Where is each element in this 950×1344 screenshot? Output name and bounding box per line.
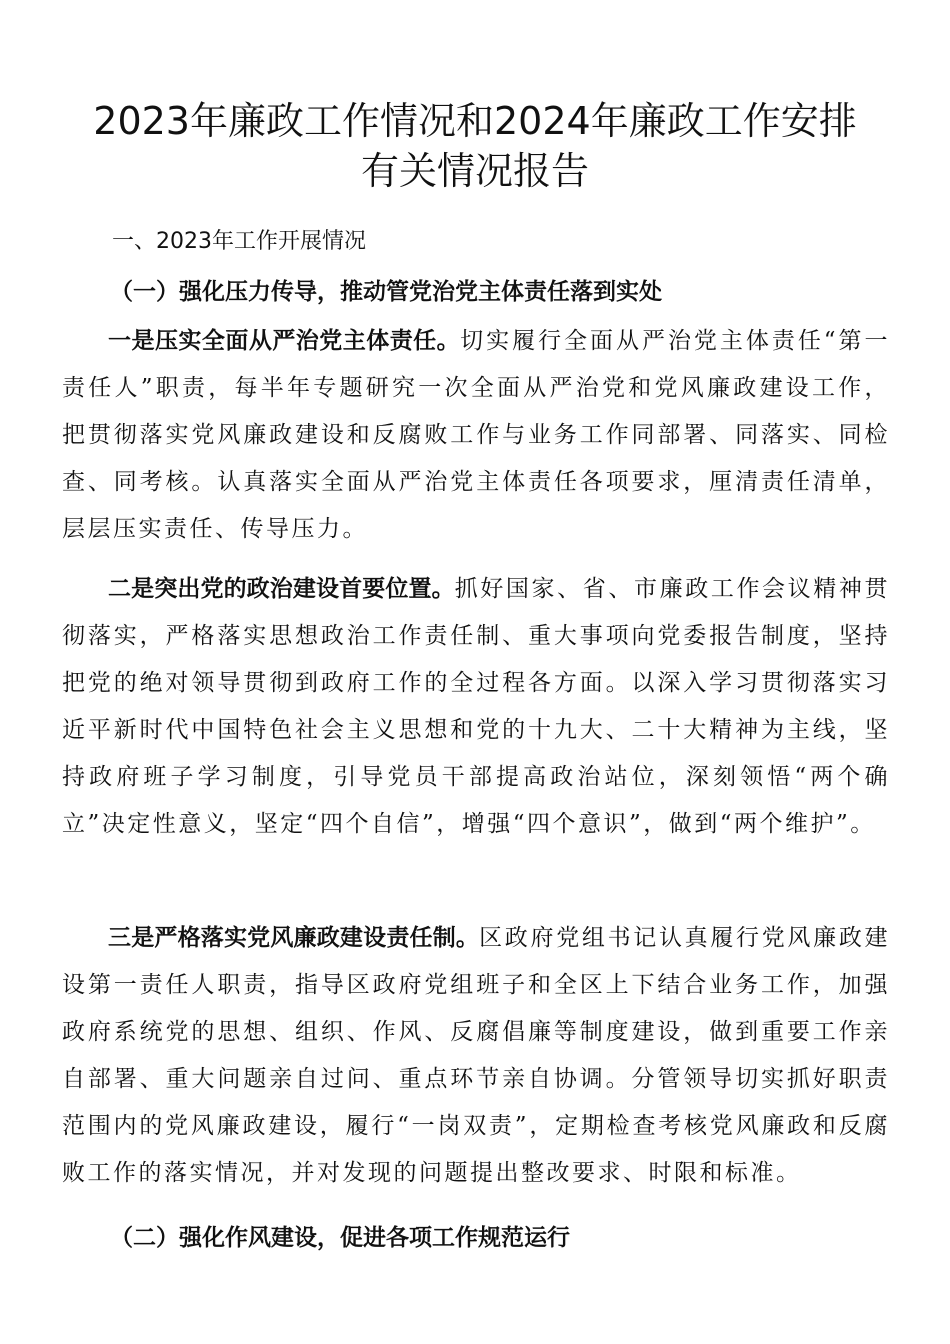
paragraph-3	[62, 915, 890, 1197]
document-title-line-1: 2023年廉政工作情况和2024年廉政工作安排	[93, 99, 857, 143]
paragraph-2-lead: 二是突出党的政治建设首要位置。	[108, 576, 455, 602]
paragraph-3-body: 区政府党组书记认真履行党风廉政建设第一责任人职责，指导区政府党组班子和全区上下结合业务工作，加强政府系统党的思想、组织、作风、反腐倡廉等制度建设，做到重要工作亲自部署、重大问题亲自过问、重点环节亲自协调。分管领导切实抓好职责范围内的党风廉政建设，履行“一岗双责”，定期检查考核党风廉政和反腐败工作的落实情况，并对发现的问题提出整改要求、时限和标准。	[62, 925, 891, 1186]
section-heading-1: 一、2023年工作开展情况	[112, 229, 366, 254]
paragraph-3-lead: 三是严格落实党风廉政建设责任制。	[108, 925, 480, 951]
document-title-line-2: 有关情况报告	[360, 149, 589, 193]
paragraph-2	[62, 566, 890, 848]
subsection-heading-2: （二）强化作风建设，促进各项工作规范运行	[110, 1225, 570, 1251]
paragraph-1	[62, 318, 890, 553]
paragraph-1-lead: 一是压实全面从严治党主体责任。	[108, 328, 461, 354]
subsection-heading-1: （一）强化压力传导，推动管党治党主体责任落到实处	[110, 279, 662, 305]
paragraph-1-body: 切实履行全面从严治党主体责任“第一责任人”职责，每半年专题研究一次全面从严治党和党风廉政建设工作，把贯彻落实党风廉政建设和反腐败工作与业务工作同部署、同落实、同检查、同考核。认真落实全面从严治党主体责任各项要求，厘清责任清单，层层压实责任、传导压力。	[62, 328, 891, 542]
paragraph-2-body: 抓好国家、省、市廉政工作会议精神贯彻落实，严格落实思想政治工作责任制、重大事项向党委报告制度，坚持把党的绝对领导贯彻到政府工作的全过程各方面。以深入学习贯彻落实习近平新时代中国特色社会主义思想和党的十九大、二十大精神为主线，坚持政府班子学习制度，引导党员干部提高政治站位，深刻领悟“两个确立”决定性意义，坚定“四个自信”，增强“四个意识”，做到“两个维护”。	[62, 576, 891, 837]
